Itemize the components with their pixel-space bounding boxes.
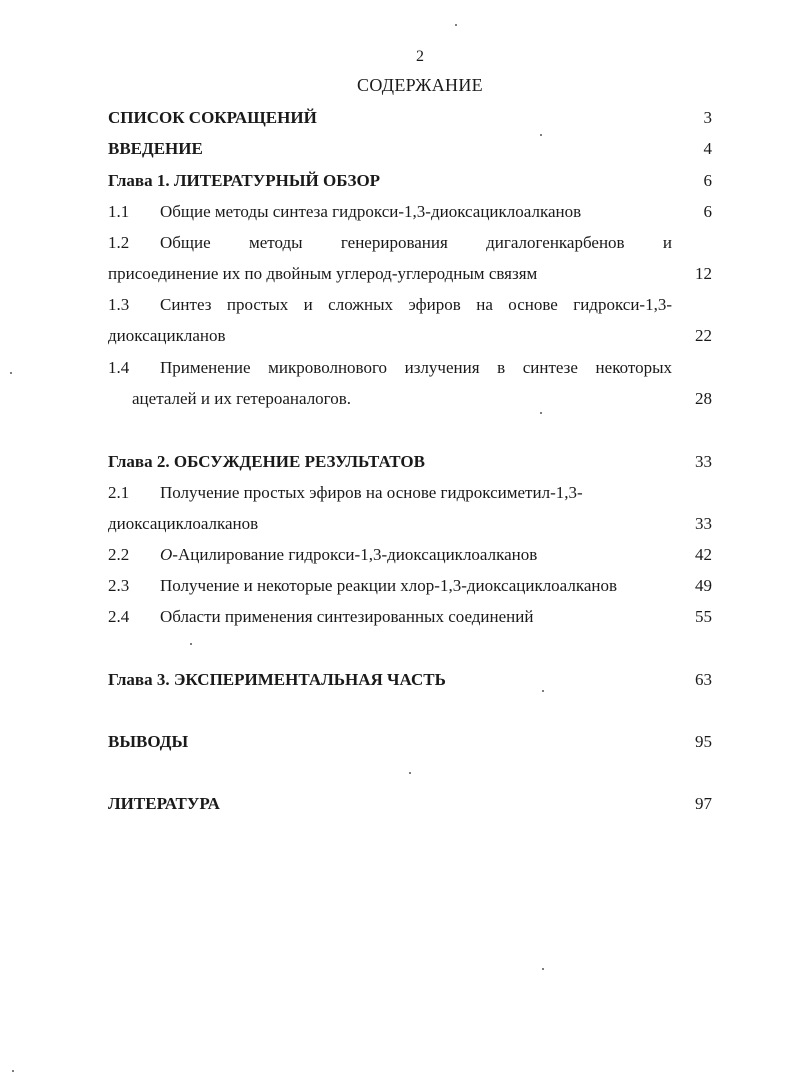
toc-entry-page: 33: [695, 452, 712, 471]
toc-entry-page: 63: [695, 670, 712, 689]
toc-entry-page: 28: [695, 389, 712, 408]
toc-entry-section-2-1[interactable]: [108, 477, 712, 539]
toc-entry-section-2-4[interactable]: [108, 601, 712, 632]
scan-speck: [542, 690, 544, 692]
scan-speck: [455, 24, 457, 26]
toc-entry-page: 55: [695, 607, 712, 626]
toc-entry-page: 95: [695, 732, 712, 751]
toc-entry-section-1-4[interactable]: [108, 352, 712, 414]
toc-entry-label: -Ацилирование гидрокси-1,3-диоксациклоалканов: [172, 545, 538, 564]
toc-entry-page: 6: [703, 171, 712, 190]
toc-entry-conclusions[interactable]: [108, 726, 712, 757]
toc-entry-section-2-2[interactable]: [108, 539, 712, 570]
scan-speck: [12, 1070, 14, 1072]
toc-entry-number: 1.4: [108, 358, 130, 377]
toc-entry-label: Глава 2. ОБСУЖДЕНИЕ РЕЗУЛЬТАТОВ: [108, 452, 425, 471]
toc-entry-label-line-2: диоксацикланов: [108, 326, 226, 345]
page-number: 2: [416, 48, 424, 65]
toc-entry-label: Глава 1. ЛИТЕРАТУРНЫЙ ОБЗОР: [108, 171, 381, 190]
toc-entry-number: 2.4: [108, 607, 130, 626]
toc-entry-section-1-2[interactable]: [108, 227, 712, 289]
toc-entry-page: 22: [695, 326, 712, 345]
scan-speck: [542, 968, 544, 970]
toc-entry-chapter-3[interactable]: [108, 664, 712, 695]
toc-entry-number: 1.3: [108, 295, 130, 314]
scan-speck: [190, 643, 192, 645]
toc-entry-label-line-2: ацеталей и их гетероаналогов.: [132, 389, 352, 408]
toc-entry-chapter-1[interactable]: [108, 165, 712, 196]
toc-entry-page: 42: [695, 545, 712, 564]
toc-entry-page: 33: [695, 514, 712, 533]
toc-entry-number: 2.3: [108, 576, 130, 595]
scan-speck: [10, 372, 12, 374]
toc-entry-label: ВЫВОДЫ: [108, 732, 189, 751]
toc-entry-introduction[interactable]: [108, 133, 712, 164]
toc-entry-label: Общие методы синтеза гидрокси-1,3-диоксациклоалканов: [160, 202, 582, 221]
toc-title: СОДЕРЖАНИЕ: [357, 75, 483, 95]
toc-entry-page: 4: [703, 139, 712, 158]
scan-speck: [409, 772, 411, 774]
toc-entry-section-1-3[interactable]: [108, 289, 712, 351]
toc-entry-label: ВВЕДЕНИЕ: [108, 139, 203, 158]
toc-entry-label: Глава 3. ЭКСПЕРИМЕНТАЛЬНАЯ ЧАСТЬ: [108, 670, 446, 689]
toc-entry-label-line-1: Применение микроволнового излучения в синтезе некоторых: [160, 358, 672, 377]
toc-entry-label-line-2: присоединение их по двойным углерод-углеродным связям: [108, 264, 538, 283]
toc-entry-abbreviations[interactable]: [108, 102, 712, 133]
toc-entry-page: 3: [703, 108, 712, 127]
toc-entry-section-1-1[interactable]: [108, 196, 712, 227]
toc-entry-number: 2.1: [108, 483, 130, 502]
scan-speck: [540, 134, 542, 136]
scan-speck: [540, 412, 542, 414]
toc-entry-label: ЛИТЕРАТУРА: [108, 794, 220, 813]
toc-entry-label-line-1: Получение простых эфиров на основе гидроксиметил-1,3-: [160, 483, 583, 502]
toc-entry-label: Области применения синтезированных соединений: [160, 607, 534, 626]
toc-entry-number: 1.2: [108, 233, 130, 252]
toc-entry-number: 2.2: [108, 545, 130, 564]
toc-entry-label: СПИСОК СОКРАЩЕНИЙ: [108, 108, 317, 127]
toc-entry-chapter-2[interactable]: [108, 446, 712, 477]
toc-entry-label-italic: О: [160, 545, 173, 564]
toc-entry-number: 1.1: [108, 202, 130, 221]
toc-entry-page: 12: [695, 264, 712, 283]
toc-entry-page: 97: [695, 794, 712, 813]
toc-entry-label: Получение и некоторые реакции хлор-1,3-диоксациклоалканов: [160, 576, 618, 595]
toc-entry-label-line-2: диоксациклоалканов: [108, 514, 259, 533]
toc-entry-page: 6: [703, 202, 712, 221]
toc-entry-references[interactable]: [108, 788, 712, 819]
toc-entry-label-line-1: Синтез простых и сложных эфиров на основе гидрокси-1,3-: [160, 295, 672, 314]
toc-entry-page: 49: [695, 576, 712, 595]
toc-entry-label-line-1: Общие методы генерирования дигалогенкарбенов и: [160, 233, 672, 252]
toc-entry-section-2-3[interactable]: [108, 570, 712, 601]
